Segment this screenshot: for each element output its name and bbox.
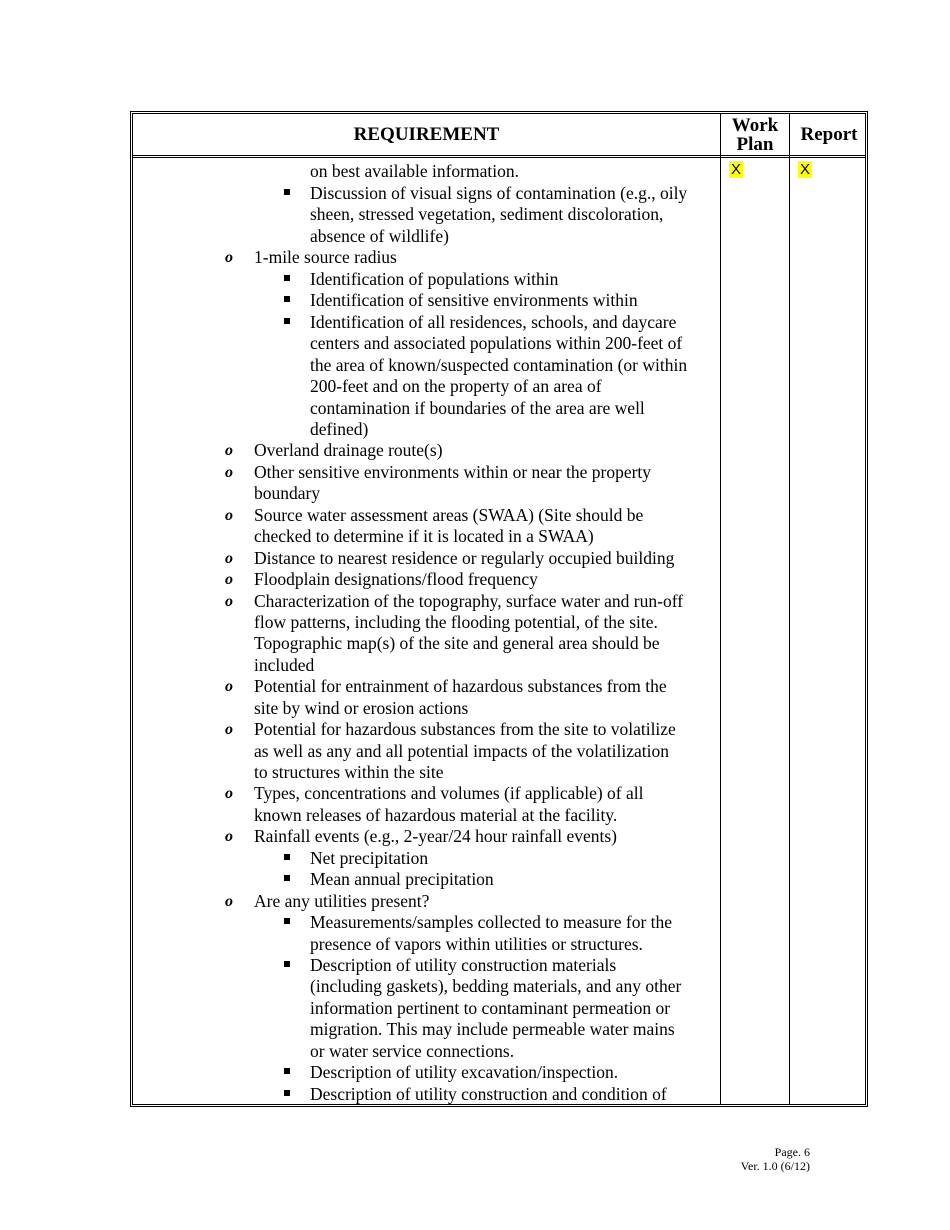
- list-item: Potential for entrainment of hazardous substances from the: [254, 676, 667, 696]
- work-plan-mark: X: [731, 161, 742, 178]
- list-item: defined): [310, 419, 369, 439]
- list-item: Measurements/samples collected to measure for the: [310, 912, 673, 932]
- requirements-table: [130, 111, 868, 1107]
- circle-bullet-icon: o: [225, 442, 233, 459]
- circle-bullet-icon: o: [225, 507, 233, 524]
- circle-bullet-icon: o: [225, 721, 233, 738]
- version-label: Ver. 1.0 (6/12): [740, 1159, 810, 1173]
- header-report: Report: [800, 124, 858, 145]
- list-item: Identification of populations within: [310, 269, 559, 289]
- header-requirement: REQUIREMENT: [353, 124, 500, 145]
- list-item: Are any utilities present?: [254, 891, 430, 911]
- circle-bullet-icon: o: [225, 550, 233, 567]
- circle-bullet-icon: o: [225, 893, 233, 910]
- circle-bullet-icon: o: [225, 593, 233, 610]
- list-item: as well as any and all potential impacts of the volatilization: [254, 741, 670, 761]
- square-bullet-icon: [284, 1068, 290, 1074]
- page-number: Page. 6: [774, 1145, 810, 1159]
- square-bullet-icon: [284, 854, 290, 860]
- header-work-plan: Work Plan: [731, 114, 779, 155]
- list-item: Net precipitation: [310, 848, 429, 868]
- list-item: 200-feet and on the property of an area of: [310, 376, 602, 396]
- report-mark: X: [800, 161, 811, 178]
- list-item: site by wind or erosion actions: [254, 698, 469, 718]
- list-item: (including gaskets), bedding materials, and any other: [310, 976, 682, 996]
- list-item: Topographic map(s) of the site and general area should be: [254, 633, 660, 653]
- list-item: known releases of hazardous material at the facility.: [254, 805, 618, 825]
- list-item: boundary: [254, 483, 321, 503]
- circle-bullet-icon: o: [225, 828, 233, 845]
- table-header-row: [133, 114, 865, 158]
- list-item: information pertinent to contaminant permeation or: [310, 998, 671, 1018]
- list-item: or water service connections.: [310, 1041, 515, 1061]
- list-item: Description of utility excavation/inspection.: [310, 1062, 619, 1082]
- list-item: Potential for hazardous substances from the site to volatilize: [254, 719, 676, 739]
- list-item: Source water assessment areas (SWAA) (Site should be: [254, 505, 644, 525]
- column-divider-2: [789, 114, 790, 1104]
- circle-bullet-icon: o: [225, 571, 233, 588]
- list-item: on best available information.: [310, 161, 519, 181]
- list-item: Overland drainage route(s): [254, 440, 443, 460]
- list-item: Characterization of the topography, surface water and run-off: [254, 591, 684, 611]
- square-bullet-icon: [284, 875, 290, 881]
- list-item: Description of utility construction materials: [310, 955, 617, 975]
- list-item: Identification of sensitive environments within: [310, 290, 638, 310]
- square-bullet-icon: [284, 961, 290, 967]
- square-bullet-icon: [284, 296, 290, 302]
- list-item: Types, concentrations and volumes (if applicable) of all: [254, 783, 644, 803]
- list-item: Discussion of visual signs of contamination (e.g., oily: [310, 183, 688, 203]
- list-item: absence of wildlife): [310, 226, 449, 246]
- list-item: flow patterns, including the flooding potential, of the site.: [254, 612, 658, 632]
- square-bullet-icon: [284, 318, 290, 324]
- list-item: to structures within the site: [254, 762, 444, 782]
- list-item: Rainfall events (e.g., 2-year/24 hour rainfall events): [254, 826, 617, 846]
- square-bullet-icon: [284, 918, 290, 924]
- list-item: presence of vapors within utilities or structures.: [310, 934, 643, 954]
- list-item: sheen, stressed vegetation, sediment discoloration,: [310, 204, 664, 224]
- list-item: checked to determine if it is located in a SWAA): [254, 526, 594, 546]
- list-item: Floodplain designations/flood frequency: [254, 569, 538, 589]
- list-item: the area of known/suspected contamination (or within: [310, 355, 688, 375]
- list-item: Mean annual precipitation: [310, 869, 494, 889]
- square-bullet-icon: [284, 275, 290, 281]
- list-item: centers and associated populations within 200-feet of: [310, 333, 683, 353]
- list-item: included: [254, 655, 315, 675]
- list-item: 1-mile source radius: [254, 247, 397, 267]
- list-item: Identification of all residences, schools, and daycare: [310, 312, 677, 332]
- list-item: migration. This may include permeable water mains: [310, 1019, 675, 1039]
- circle-bullet-icon: o: [225, 678, 233, 695]
- list-item: contamination if boundaries of the area are well: [310, 398, 645, 418]
- circle-bullet-icon: o: [225, 249, 233, 266]
- list-item: Description of utility construction and condition of: [310, 1084, 667, 1104]
- square-bullet-icon: [284, 1090, 290, 1096]
- list-item: Distance to nearest residence or regularly occupied building: [254, 548, 675, 568]
- circle-bullet-icon: o: [225, 785, 233, 802]
- square-bullet-icon: [284, 189, 290, 195]
- list-item: Other sensitive environments within or near the property: [254, 462, 652, 482]
- circle-bullet-icon: o: [225, 464, 233, 481]
- column-divider-1: [720, 114, 721, 1104]
